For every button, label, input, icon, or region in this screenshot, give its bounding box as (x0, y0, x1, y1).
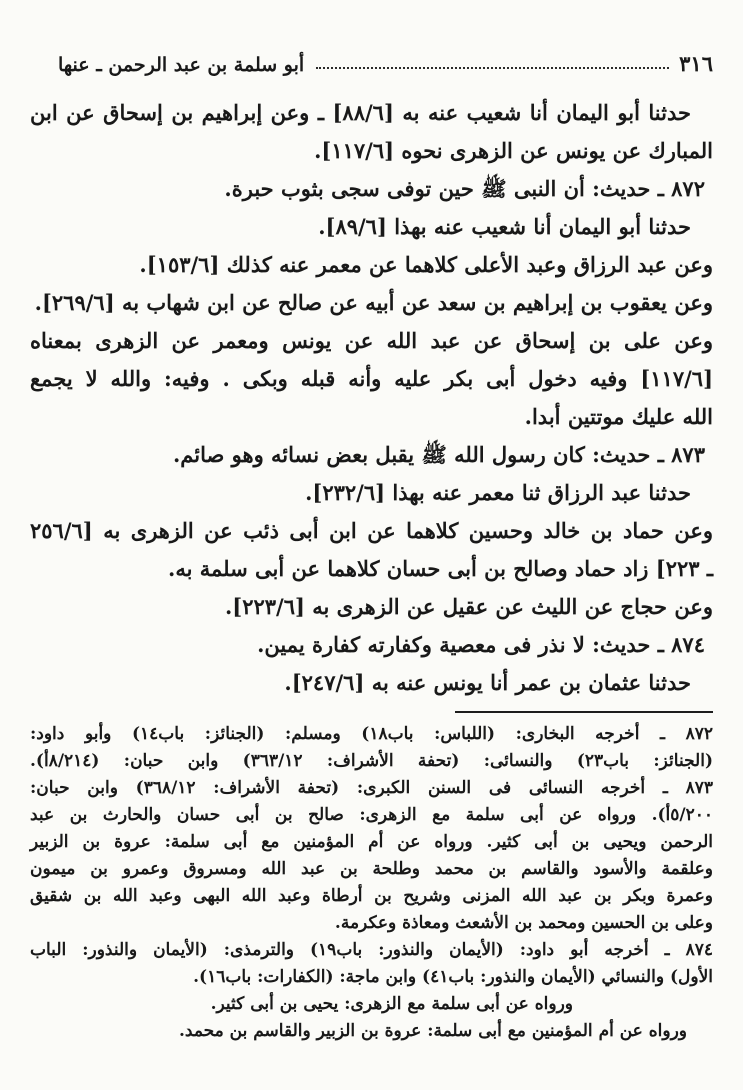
running-head (30, 46, 713, 76)
text-line: ـ ٢٢٣] زاد حماد وصالح بن أبى حسان كلاهما عن أبى سلمة به. (168, 556, 713, 581)
footnote-line: ٨٧٣ ـ أخرجه النسائى فى السنن الكبرى: (تحفة الأشراف: ٣٦٨/١٢) وابن حبان: (30, 778, 713, 798)
text-line: وعن حماد بن خالد وحسين كلاهما عن ابن أبى ذئب عن الزهرى به [٢٥٦/٦ (30, 518, 713, 543)
text-line: وعن على بن إسحاق عن عبد الله عن يونس ومعمر عن الزهرى بمعناه (30, 328, 713, 353)
text-line: المبارك عن يونس عن الزهرى نحوه [١١٧/٦]. (314, 138, 713, 163)
footnote-separator (455, 711, 713, 713)
footnote-line: (الجنائز: باب٢٣) والنسائى: (تحفة الأشراف: ٣٦٣/١٢) وابن حبان: (٨/٢١٤أ). (30, 751, 713, 771)
text-line: حدثنا عبد الرزاق ثنا معمر عنه بهذا [٢٣٢/٦]. (305, 480, 691, 505)
text-line: وعن يعقوب بن إبراهيم بن سعد عن أبيه عن صالح عن ابن شهاب به [٢٦٩/٦]. (34, 290, 713, 315)
footnote-line: ورواه عن أم المؤمنين مع أبى سلمة: عروة بن الزبير والقاسم بن محمد. (178, 1021, 687, 1041)
footnote-line: الأول) والنسائي (الأيمان والنذور: باب٤١) وابن ماجة: (الكفارات: باب١٦). (193, 967, 713, 987)
hadith-heading-line: ٨٧٣ ـ حديث: كان رسول الله ﷺ يقبل بعض نسائه وهو صائم. (172, 442, 705, 467)
text-line: وعن عبد الرزاق وعبد الأعلى كلاهما عن معمر عنه كذلك [١٥٣/٦]. (139, 252, 713, 277)
page-number: ٣١٦ (679, 51, 713, 76)
footnote-line: ٨٧٤ ـ أخرجه أبو داود: (الأيمان والنذور: باب١٩) والترمذى: (الأيمان والنذور: الباب (30, 940, 713, 960)
dotted-rule (316, 67, 669, 69)
text-line: حدثنا عثمان بن عمر أنا يونس عنه به [٢٤٧/٦]. (284, 670, 691, 695)
footnote-line: وعلقمة والأسود والقاسم بن محمد وطلحة بن عبد الله ومسروق وعمرو بن ميمون (30, 859, 713, 879)
chapter-title: أبو سلمة بن عبد الرحمن ـ عنها (58, 54, 305, 76)
footnote-line: الرحمن ويحيى بن أبى كثير. ورواه عن أم المؤمنين مع أبى سلمة: عروة بن الزبير (30, 832, 713, 852)
main-text (30, 94, 713, 702)
footnote-line: وعلى بن الحسين ومحمد بن الأشعث ومعاذة وعكرمة. (334, 913, 713, 933)
footnote-line: ٨٧٢ ـ أخرجه البخارى: (اللباس: باب١٨) ومسلم: (الجنائز: باب١٤) وأبو داود: (30, 724, 713, 744)
text-line: حدثنا أبو اليمان أنا شعيب عنه بهذا [٨٩/٦]. (318, 214, 691, 239)
text-line: حدثنا أبو اليمان أنا شعيب عنه به [٨٨/٦] ـ وعن إبراهيم بن إسحاق عن ابن (30, 100, 691, 125)
footnote-line: ورواه عن أبى سلمة مع الزهرى: يحيى بن أبى كثير. (210, 994, 573, 1014)
hadith-heading-line: ٨٧٢ ـ حديث: أن النبى ﷺ حين توفى سجى بثوب حبرة. (224, 176, 705, 201)
text-line: الله عليك موتتين أبدا. (524, 404, 713, 429)
text-line: [١١٧/٦] وفيه دخول أبى بكر عليه وأنه قبله وبكى . وفيه: والله لا يجمع (30, 366, 713, 391)
footnotes (30, 721, 713, 1045)
text-line: وعن حجاج عن الليث عن عقيل عن الزهرى به [٢٢٣/٦]. (224, 594, 713, 619)
footnote-line: ٥/٢٠٠أ). ورواه عن أبى سلمة مع الزهرى: صالح بن أبى حسان والحارث بن عبد (30, 805, 713, 825)
hadith-heading-line: ٨٧٤ ـ حديث: لا نذر فى معصية وكفارته كفارة يمين. (257, 632, 705, 657)
footnote-line: وعمرة وبكر بن عبد الله المزنى وشريح بن أرطاة وعبد الله البهى وعبد الله بن شقيق (30, 886, 713, 906)
